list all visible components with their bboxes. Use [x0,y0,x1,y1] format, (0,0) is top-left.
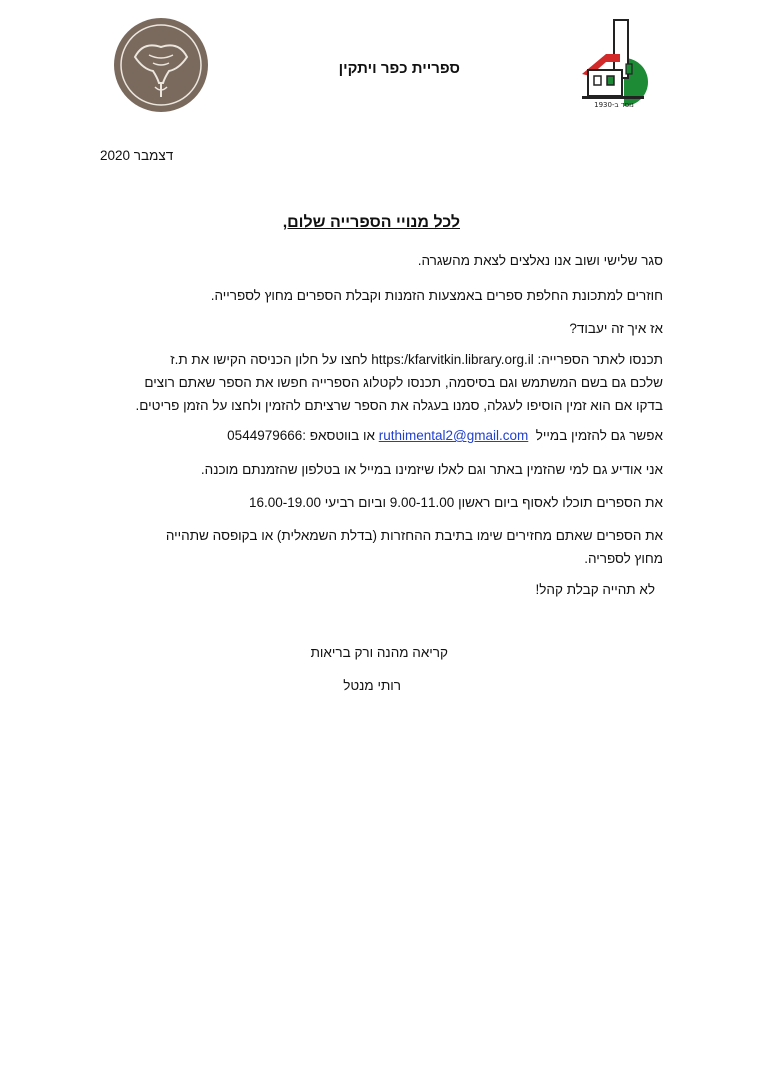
paragraph-notification: אני אודיע גם למי שהזמין באתר וגם לאלו שיזמינו במייל או בטלפון שהזמנתם מוכנה. [200,462,663,477]
returns-line-2: מחוץ לספריה. [584,551,663,566]
email-link[interactable]: ruthimental2@gmail.com [378,428,529,443]
paragraph-returns [83,524,663,570]
instructions-line-2: שלכם גם בשם המשתמש וגם בסיסמה, תכנסו לקטלוג הספרייה חפשו את הספר שאתם רוצים [144,375,663,390]
paragraph-instructions [83,348,663,417]
paragraph-question: אז איך זה יעבוד? [569,321,663,336]
order-by-mail-text: אפשר גם להזמין במייל [535,428,663,443]
whatsapp-text: או בווטסאפ :0544979666 [227,428,375,443]
letter-date: דצמבר 2020 [100,148,174,163]
logo-founded-text: נוסד ב-1930 [594,101,634,108]
paragraph-order-contact [83,424,663,447]
closing-line: קריאה מהנה ורק בריאות [310,645,448,660]
paragraph-format: חוזרים למתכונת החלפת ספרים באמצעות הזמנות וקבלת הספרים מחוץ לספרייה. [210,288,663,303]
paragraph-lockdown: סגר שלישי ושוב אנו נאלצים לצאת מהשגרה. [417,253,663,268]
library-name-title: ספריית כפר ויתקין [338,60,460,77]
instructions-line-3: בדקו אם הוא זמין הוסיפו לעגלה, סמנו בעגלה את הספר שרציתם להזמין ולחצו על הזמן פריטים. [135,398,663,413]
instructions-line-1: תכנסו לאתר הספרייה: https:/kfarvitkin.library.org.il לחצו על חלון הכניסה הקישו את ת.ז [170,352,663,367]
returns-line-1: את הספרים שאתם מחזירים שימו בתיבת ההחזרות (בדלת השמאלית) או בקופסה שתהייה [165,528,663,543]
signature-name: רותי מנטל [343,678,401,693]
library-house-logo [580,18,652,108]
ginkgo-seal-logo [113,17,209,113]
paragraph-pickup-hours: את הספרים תוכלו לאסוף ביום ראשון 9.00-11.00 וביום רביעי 16.00-19.00 [248,495,663,510]
paragraph-no-reception: לא תהייה קבלת קהל! [535,582,655,597]
greeting-heading: לכל מנויי הספרייה שלום, [282,214,460,231]
